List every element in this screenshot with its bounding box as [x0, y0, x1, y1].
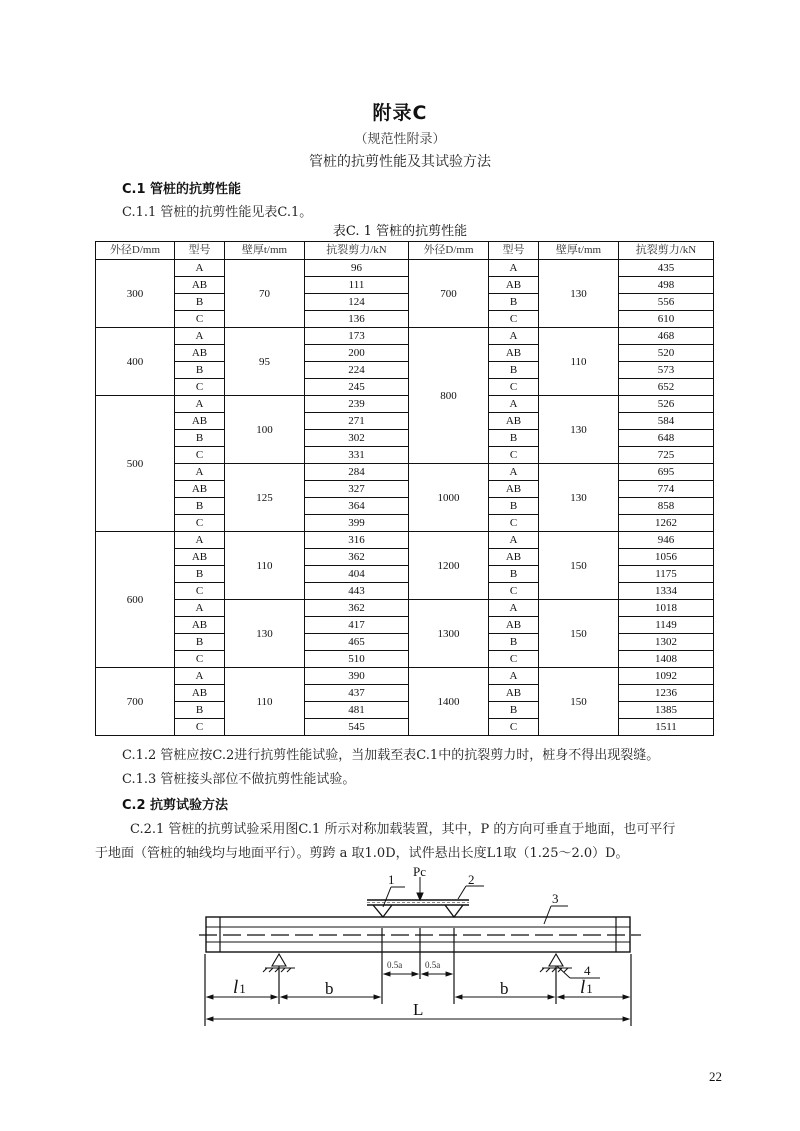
paragraph-c2-1-line2: 于地面（管桩的轴线均与地面平行）。剪跨 a 取1.0D，试件悬出长度L1取（1.25～2.0）D。 [95, 846, 629, 861]
cell-type-right: AB [489, 345, 539, 362]
dim-b-right: b [500, 979, 509, 998]
cell-shear-force-right: 1385 [619, 702, 714, 719]
cell-thickness-right: 130 [539, 260, 619, 328]
load-arrow [413, 864, 426, 900]
cell-shear-force-left: 302 [305, 430, 409, 447]
cell-type-right: C [489, 651, 539, 668]
cell-thickness-right: 130 [539, 396, 619, 464]
table-row [96, 345, 714, 362]
cell-type-left: B [175, 430, 225, 447]
cell-type-left: C [175, 311, 225, 328]
cell-type-right: C [489, 447, 539, 464]
cell-diameter-left: 400 [96, 328, 175, 396]
cell-type-left: AB [175, 277, 225, 294]
table-row [96, 447, 714, 464]
cell-diameter-left: 300 [96, 260, 175, 328]
cell-type-right: C [489, 583, 539, 600]
table-row [96, 515, 714, 532]
table-row [96, 464, 714, 481]
header-shear-right: 抗裂剪力/kN [619, 242, 714, 260]
cell-thickness-right: 130 [539, 464, 619, 532]
cell-shear-force-right: 1175 [619, 566, 714, 583]
cell-shear-force-left: 331 [305, 447, 409, 464]
header-thickness-right: 壁厚t/mm [539, 242, 619, 260]
table-row [96, 617, 714, 634]
svg-text:4: 4 [584, 963, 591, 978]
table-row [96, 362, 714, 379]
cell-shear-force-right: 610 [619, 311, 714, 328]
table-row [96, 600, 714, 617]
cell-type-right: A [489, 532, 539, 549]
cell-thickness-left: 130 [225, 600, 305, 668]
cell-type-left: C [175, 651, 225, 668]
table-row [96, 430, 714, 447]
paragraph-c1-2: C.1.2 管桩应按C.2进行抗剪性能试验，当加载至表C.1中的抗裂剪力时，桩身不得出现裂缝。 [122, 748, 660, 763]
cell-type-right: A [489, 600, 539, 617]
cell-thickness-right: 150 [539, 668, 619, 736]
table-row [96, 566, 714, 583]
cell-type-right: AB [489, 617, 539, 634]
table-row [96, 634, 714, 651]
cell-shear-force-right: 1334 [619, 583, 714, 600]
cell-type-right: B [489, 634, 539, 651]
appendix-subtitle: （规范性附录） [354, 132, 446, 147]
cell-shear-force-left: 510 [305, 651, 409, 668]
cell-type-left: A [175, 396, 225, 413]
appendix-title: 附录C [372, 102, 428, 124]
dim-l1-right: l1 [580, 977, 593, 998]
appendix-main-title: 管桩的抗剪性能及其试验方法 [309, 154, 491, 170]
cell-shear-force-right: 573 [619, 362, 714, 379]
svg-text:2: 2 [468, 872, 475, 887]
cell-diameter-left: 500 [96, 396, 175, 532]
cell-shear-force-left: 124 [305, 294, 409, 311]
cell-shear-force-right: 520 [619, 345, 714, 362]
cell-shear-force-right: 648 [619, 430, 714, 447]
table-row [96, 668, 714, 685]
cell-shear-force-right: 1408 [619, 651, 714, 668]
table-row [96, 719, 714, 736]
cell-type-right: A [489, 464, 539, 481]
cell-type-left: A [175, 260, 225, 277]
cell-shear-force-left: 362 [305, 549, 409, 566]
cell-shear-force-left: 245 [305, 379, 409, 396]
cell-shear-force-left: 284 [305, 464, 409, 481]
cell-thickness-right: 110 [539, 328, 619, 396]
table-header-row [96, 242, 714, 260]
cell-type-left: C [175, 379, 225, 396]
cell-type-right: AB [489, 413, 539, 430]
table-row [96, 379, 714, 396]
cell-shear-force-left: 399 [305, 515, 409, 532]
cell-thickness-left: 125 [225, 464, 305, 532]
cell-type-right: A [489, 396, 539, 413]
cell-shear-force-right: 1149 [619, 617, 714, 634]
cell-shear-force-left: 364 [305, 498, 409, 515]
table-row [96, 311, 714, 328]
cell-thickness-left: 110 [225, 668, 305, 736]
cell-shear-force-right: 1262 [619, 515, 714, 532]
cell-shear-force-right: 1056 [619, 549, 714, 566]
header-type-right: 型号 [489, 242, 539, 260]
cell-type-right: AB [489, 685, 539, 702]
cell-type-left: AB [175, 549, 225, 566]
cell-type-right: A [489, 260, 539, 277]
loading-beam [367, 900, 469, 917]
cell-shear-force-right: 946 [619, 532, 714, 549]
cell-diameter-left: 700 [96, 668, 175, 736]
header-diameter-left: 外径D/mm [96, 242, 175, 260]
section-c1-heading: C.1 管桩的抗剪性能 [122, 182, 242, 197]
cell-shear-force-left: 443 [305, 583, 409, 600]
cell-shear-force-left: 111 [305, 277, 409, 294]
cell-type-right: C [489, 311, 539, 328]
cell-shear-force-right: 556 [619, 294, 714, 311]
cell-type-left: C [175, 583, 225, 600]
table-row [96, 498, 714, 515]
paragraph-c1-1: C.1.1 管桩的抗剪性能见表C.1。 [122, 205, 313, 220]
cell-shear-force-left: 481 [305, 702, 409, 719]
cell-shear-force-right: 1302 [619, 634, 714, 651]
cell-shear-force-left: 390 [305, 668, 409, 685]
cell-type-right: C [489, 719, 539, 736]
header-diameter-right: 外径D/mm [409, 242, 489, 260]
cell-shear-force-left: 404 [305, 566, 409, 583]
table-row [96, 583, 714, 600]
cell-type-left: C [175, 719, 225, 736]
cell-type-right: AB [489, 481, 539, 498]
cell-shear-force-right: 1511 [619, 719, 714, 736]
cell-shear-force-right: 526 [619, 396, 714, 413]
cell-shear-force-right: 468 [619, 328, 714, 345]
cell-type-left: A [175, 328, 225, 345]
header-type-left: 型号 [175, 242, 225, 260]
cell-thickness-left: 110 [225, 532, 305, 600]
cell-shear-force-right: 774 [619, 481, 714, 498]
table-row [96, 532, 714, 549]
page-number: 22 [709, 1069, 722, 1084]
cell-diameter-right: 1400 [409, 668, 489, 736]
table-row [96, 294, 714, 311]
cell-shear-force-left: 437 [305, 685, 409, 702]
cell-type-right: B [489, 430, 539, 447]
cell-diameter-right: 1200 [409, 532, 489, 600]
cell-type-left: A [175, 532, 225, 549]
cell-shear-force-right: 435 [619, 260, 714, 277]
cell-shear-force-right: 1236 [619, 685, 714, 702]
cell-type-left: AB [175, 481, 225, 498]
cell-shear-force-right: 1092 [619, 668, 714, 685]
cell-type-left: C [175, 515, 225, 532]
cell-type-left: A [175, 668, 225, 685]
table-row [96, 260, 714, 277]
dim-total-length: L [413, 1000, 424, 1019]
cell-type-left: A [175, 600, 225, 617]
cell-diameter-right: 1300 [409, 600, 489, 668]
load-label: Pc [413, 864, 426, 879]
cell-shear-force-left: 316 [305, 532, 409, 549]
cell-shear-force-left: 200 [305, 345, 409, 362]
paragraph-c2-1-line1: C.2.1 管桩的抗剪试验采用图C.1 所示对称加载装置，其中，P 的方向可垂直于地面，也可平行 [130, 822, 676, 837]
cell-type-right: A [489, 668, 539, 685]
cell-shear-force-right: 858 [619, 498, 714, 515]
cell-thickness-left: 95 [225, 328, 305, 396]
cell-type-right: C [489, 379, 539, 396]
cell-type-left: AB [175, 345, 225, 362]
cell-type-left: A [175, 464, 225, 481]
table-row [96, 651, 714, 668]
table-row [96, 549, 714, 566]
cell-type-right: B [489, 566, 539, 583]
table-row [96, 685, 714, 702]
cell-type-left: B [175, 362, 225, 379]
table-row [96, 396, 714, 413]
cell-type-right: AB [489, 277, 539, 294]
cell-diameter-left: 600 [96, 532, 175, 668]
cell-shear-force-left: 362 [305, 600, 409, 617]
header-shear-left: 抗裂剪力/kN [305, 242, 409, 260]
svg-text:3: 3 [552, 891, 559, 906]
table-row [96, 277, 714, 294]
cell-shear-force-right: 584 [619, 413, 714, 430]
cell-type-left: AB [175, 413, 225, 430]
cell-type-left: C [175, 447, 225, 464]
cell-shear-force-left: 239 [305, 396, 409, 413]
cell-type-left: B [175, 566, 225, 583]
cell-type-right: B [489, 362, 539, 379]
cell-type-left: B [175, 702, 225, 719]
cell-type-left: B [175, 498, 225, 515]
cell-shear-force-left: 465 [305, 634, 409, 651]
cell-thickness-right: 150 [539, 600, 619, 668]
cell-thickness-right: 150 [539, 532, 619, 600]
cell-shear-force-left: 327 [305, 481, 409, 498]
cell-shear-force-right: 652 [619, 379, 714, 396]
cell-shear-force-right: 1018 [619, 600, 714, 617]
cell-type-right: B [489, 498, 539, 515]
figure-c1-loading-diagram [195, 862, 645, 1032]
dim-half-span-right: 0.5a [425, 960, 441, 970]
cell-shear-force-left: 545 [305, 719, 409, 736]
cell-diameter-right: 1000 [409, 464, 489, 532]
header-thickness-left: 壁厚t/mm [225, 242, 305, 260]
cell-thickness-left: 100 [225, 396, 305, 464]
cell-type-left: B [175, 634, 225, 651]
table-caption: 表C. 1 管桩的抗剪性能 [332, 224, 468, 239]
cell-shear-force-left: 136 [305, 311, 409, 328]
table-row [96, 702, 714, 719]
table-row [96, 481, 714, 498]
cell-diameter-right: 800 [409, 328, 489, 464]
cell-shear-force-left: 417 [305, 617, 409, 634]
cell-shear-force-left: 224 [305, 362, 409, 379]
table-row [96, 328, 714, 345]
table-row [96, 413, 714, 430]
section-c2-heading: C.2 抗剪试验方法 [122, 798, 229, 813]
cell-thickness-left: 70 [225, 260, 305, 328]
cell-shear-force-left: 96 [305, 260, 409, 277]
cell-shear-force-left: 271 [305, 413, 409, 430]
dim-b-left: b [325, 979, 334, 998]
cell-shear-force-right: 725 [619, 447, 714, 464]
shear-performance-table [95, 241, 714, 736]
cell-type-left: AB [175, 685, 225, 702]
cell-diameter-right: 700 [409, 260, 489, 328]
dim-l1-left: l1 [233, 977, 246, 998]
cell-type-right: B [489, 702, 539, 719]
cell-shear-force-left: 173 [305, 328, 409, 345]
cell-shear-force-right: 498 [619, 277, 714, 294]
cell-type-right: C [489, 515, 539, 532]
cell-type-left: B [175, 294, 225, 311]
cell-type-right: AB [489, 549, 539, 566]
cell-shear-force-right: 695 [619, 464, 714, 481]
cell-type-left: AB [175, 617, 225, 634]
dim-half-span-left: 0.5a [387, 960, 403, 970]
svg-text:1: 1 [388, 872, 395, 887]
cell-type-right: B [489, 294, 539, 311]
paragraph-c1-3: C.1.3 管桩接头部位不做抗剪性能试验。 [122, 772, 356, 787]
cell-type-right: A [489, 328, 539, 345]
